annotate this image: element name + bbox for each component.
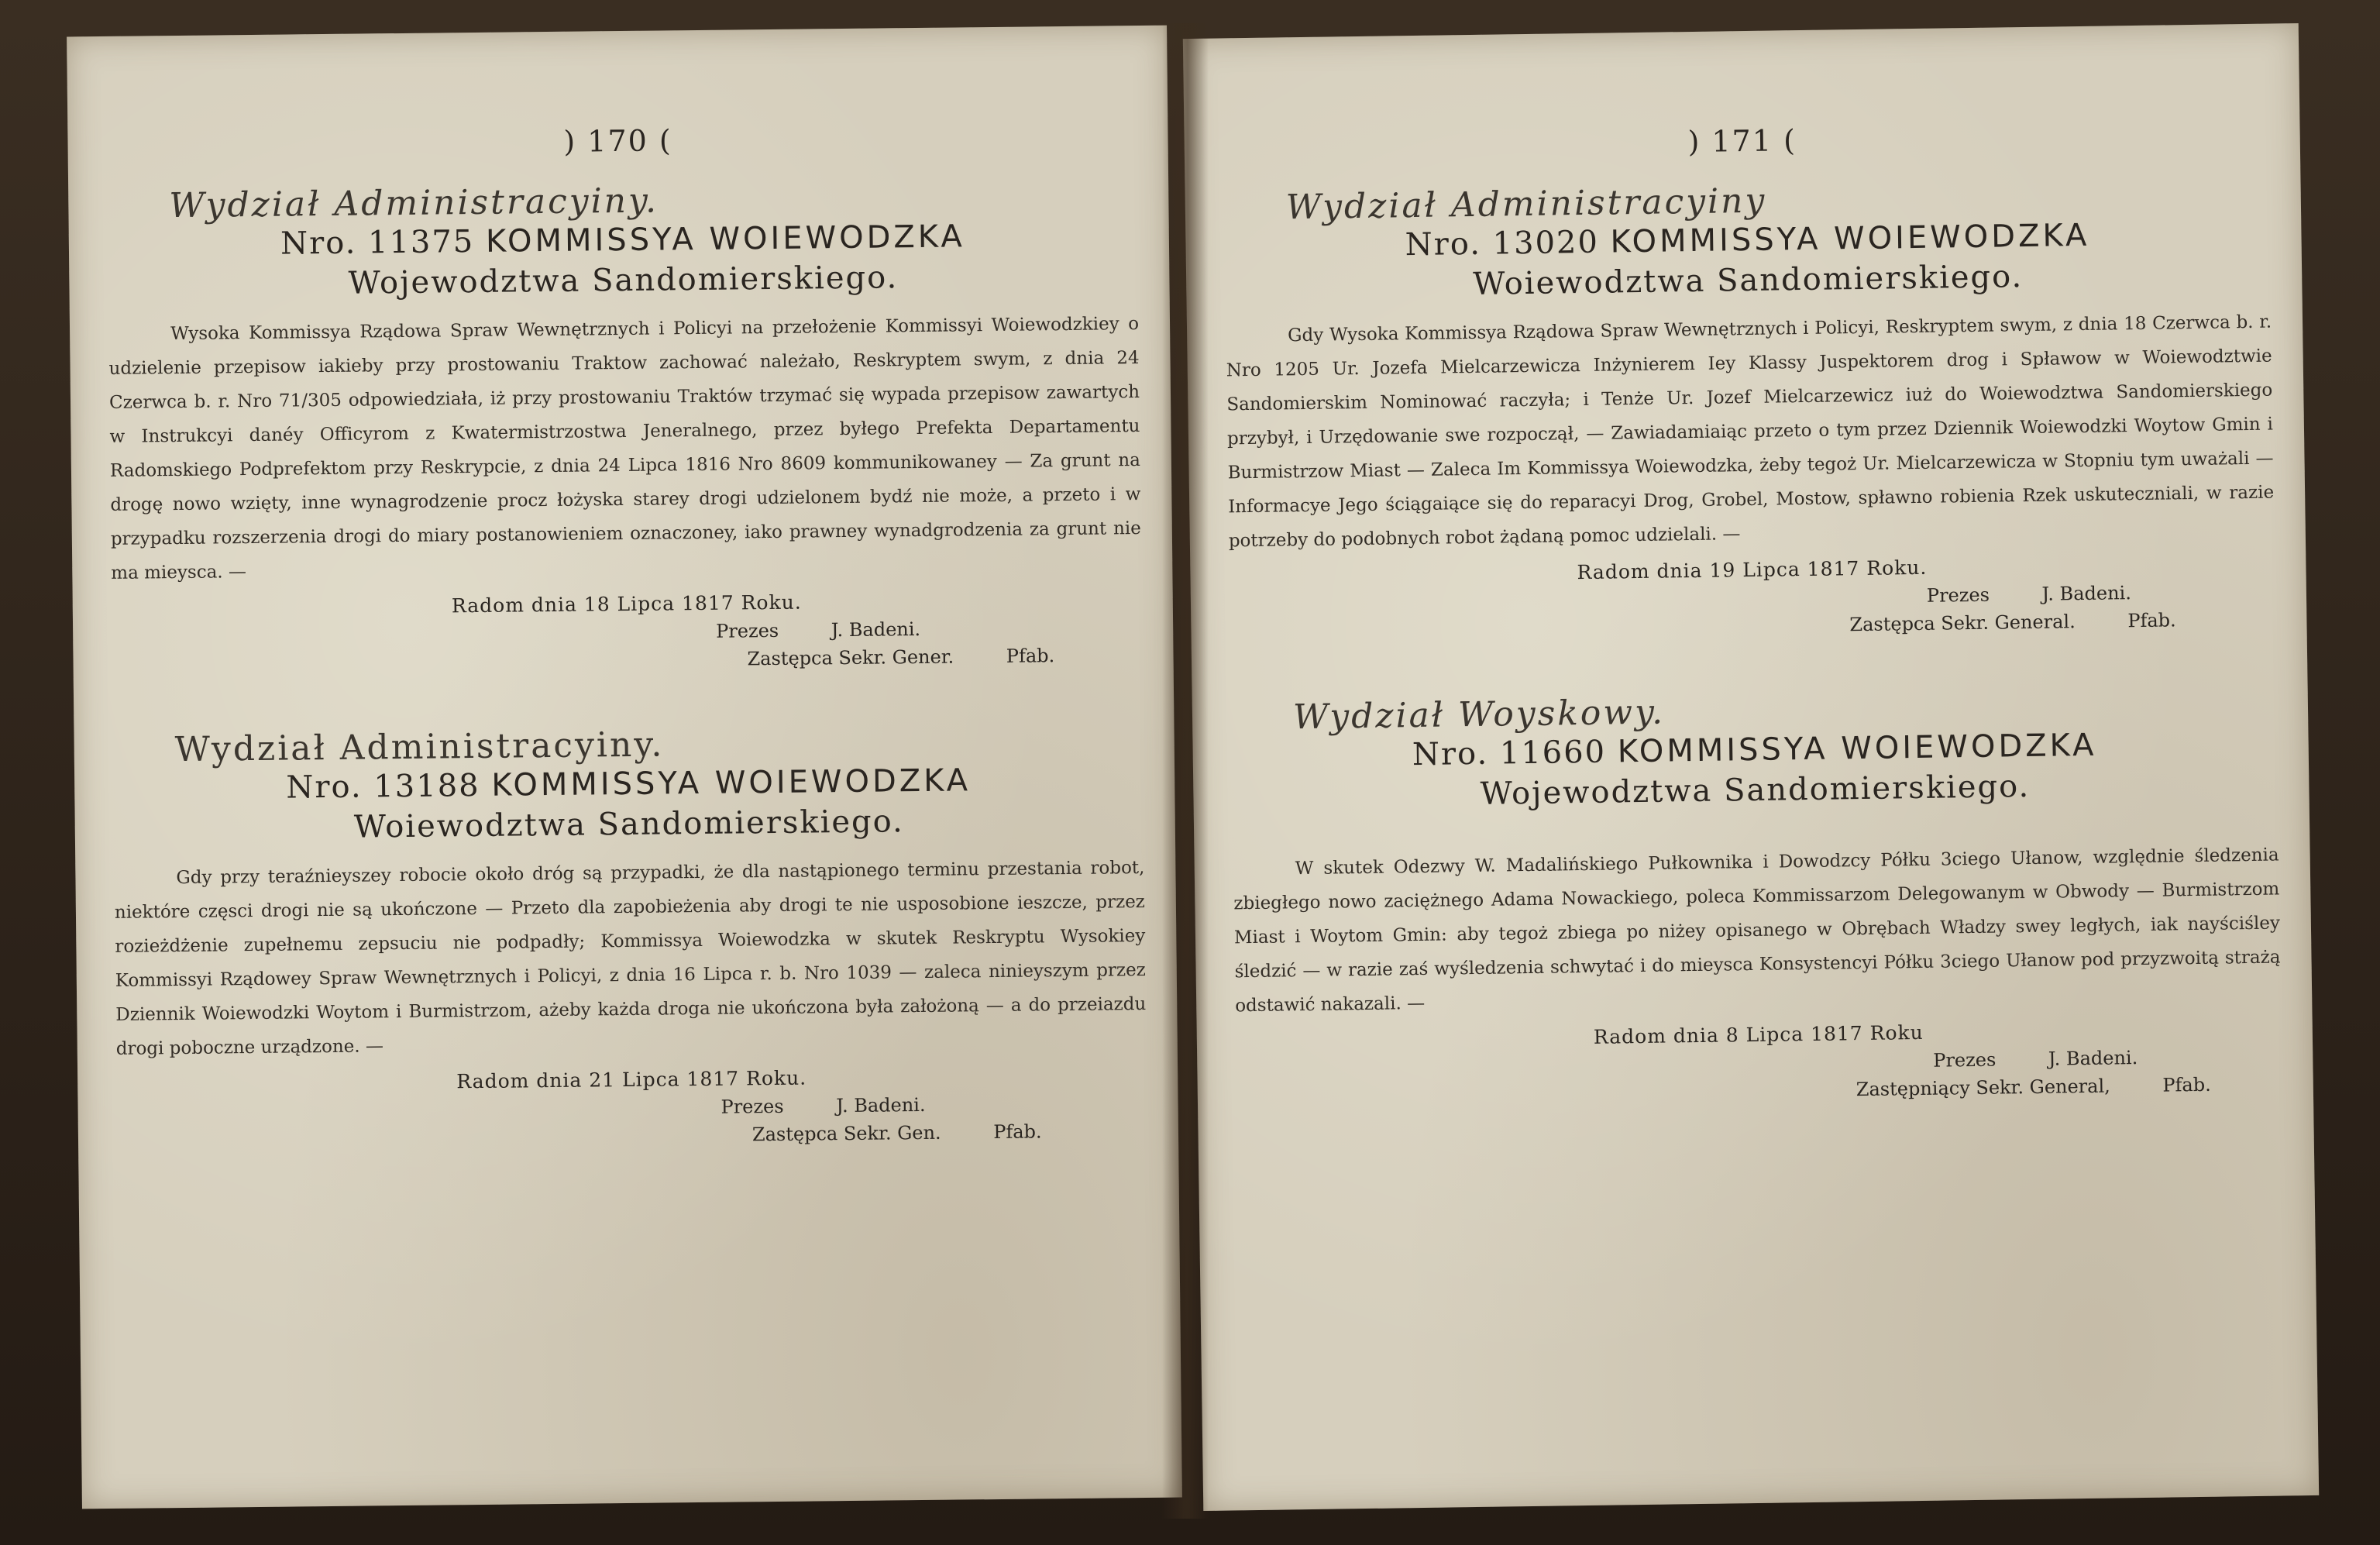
authority-name: KOMMISSYA WOIEWODZKA	[1610, 217, 2090, 260]
secretary-signature	[1856, 1072, 2282, 1100]
notice-body: Wysoka Kommissya Rządowa Spraw Wewnętrznych i Policyi na przełożenie Kommissyi Woiewodzkiey o udzielenie przepisow iakieby przy prostowaniu Traktow zachować należało, Reskryptem swym, z dnia 24 Czerwca b. r. Nro 71/305 odpowiedziała, iż przy prostowaniu Traktów trzymać się wypada przepisow zawartych w Instrukcyi danéy Officyrom z Kwatermistrzostwa Jeneralnego, przez byłego Prefekta Departamentu Radomskiego Podprefektom przy Reskrypcie, z dnia 24 Lipca 1816 Nro 8609 kommunikowaney — Za grunt na drogę nowo wzięty, inne wynagrodzenie procz łożyska starey drogi udzielonem bydź nie może, a przeto i w przypadku rozszerzenia drogi do miary postanowieniem oznaczoney, iako prawney wynadgrodzenia za grunt nie ma mieysca. —	[108, 314, 1141, 583]
secretary-label: Zastępca Sekr. Gen.	[751, 1121, 941, 1146]
region-name: Wojewodztwa Sandomierskiego.	[1480, 768, 2031, 812]
right-page	[1183, 23, 2319, 1511]
president-signature	[1933, 1044, 2282, 1071]
department-heading: Wydział Administracyiny	[1285, 181, 1767, 228]
secretary-name: Pfab.	[993, 1120, 1042, 1144]
notice	[74, 720, 1178, 1153]
authority-name: KOMMISSYA WOIEWODZKA	[485, 219, 965, 260]
notice-number: Nro. 11660	[1412, 734, 1607, 773]
notice	[1192, 683, 2313, 1110]
president-signature	[716, 616, 1142, 642]
notice-body: Gdy Wysoka Kommissya Rządowa Spraw Wewnętrznych i Policyi, Reskryptem swym, z dnia 18 Czerwca b. r. Nro 1205 Ur. Jozefa Mielcarzewicza Inżynierem Iey Klassy Juspektorem drog i Spławow w Woiewodztwie Sandomierskim Nominować raczyła; i Tenże Ur. Jozef Mielcarzewicz iuż do Woiewodztwa Sandomierskiego przybył, i Urzędowanie swe rozpoczął, — Zawiadamiaiąc przeto o tym przez Dziennik Woiewodzki Woytow Gmin i Burmistrzow Miast — Zaleca Im Kommissya Woiewodzka, żeby tegoż Ur. Mielcarzewicza w Stopniu tym uważali — Informacye Jego ściągaiące się do reparacyi Drog, Grobel, Mostow, spławno robienia Rzek uskuteczniali, w razie potrzeby do podobnych robot żądaną pomoc udzielali. —	[1226, 311, 2275, 552]
secretary-name: Pfab.	[1006, 645, 1055, 667]
secretary-name: Pfab.	[2127, 609, 2176, 632]
notice-date: Radom dnia 18 Lipca 1817 Roku.	[451, 590, 802, 618]
secretary-label: Zastępca Sekr. Gener.	[747, 645, 954, 670]
secretary-signature	[752, 1120, 1147, 1145]
president-label: Prezes	[1926, 583, 1990, 607]
page-number: ) 170 (	[563, 123, 672, 159]
notice	[68, 176, 1174, 677]
notice-date: Radom dnia 21 Lipca 1817 Roku.	[456, 1066, 807, 1093]
department-heading: Wydział Administracyiny.	[174, 724, 665, 770]
president-name: J. Badeni.	[836, 1093, 926, 1117]
president-name: J. Badeni.	[2048, 1047, 2138, 1070]
secretary-label: Zastępca Sekr. General.	[1849, 611, 2076, 636]
president-label: Prezes	[721, 1095, 784, 1118]
notice-number: Nro. 13020	[1405, 224, 1600, 263]
notice-body: Gdy przy teraźnieyszey robocie około dróg są przypadki, że dla nastąpionego terminu przestania robot, niektóre częsci drogi nie są ukończone — Przeto dla zapobieżenia aby drogi te nie usposobione ieszcze, przez rozieżdżenie zupełnemu zepsuciu nie podpadły; Kommissya Woiewodzka w skutek Reskryptu Wysokiey Kommissyi Rządowey Spraw Wewnętrznych i Policyi, z dnia 16 Lipca r. b. Nro 1039 — zaleca ninieyszym przez Dziennik Woiewodzki Woytom i Burmistrzom, ażeby każda droga nie ukończona była założoną — a do przeiazdu drogi poboczne urządzone. —	[114, 857, 1147, 1059]
department-heading: Wydział Administracyiny.	[169, 181, 659, 226]
secretary-label: Zastępniący Sekr. General,	[1856, 1075, 2110, 1101]
notice	[1185, 174, 2307, 645]
left-page	[67, 26, 1182, 1509]
region-name: Woiewodztwa Sandomierskiego.	[1472, 259, 2024, 302]
region-name: Woiewodztwa Sandomierskiego.	[353, 803, 904, 845]
authority-name: KOMMISSYA WOIEWODZKA	[1617, 727, 2097, 770]
president-signature	[721, 1092, 1147, 1118]
notice-date: Radom dnia 8 Lipca 1817 Roku	[1593, 1020, 1924, 1048]
notice-body: W skutek Odezwy W. Madalińskiego Pułkownika i Dowodzcy Półku 3ciego Ułanow, względnie śledzenia zbiegłego nowo zaciężnego Adama Nowackiego, poleca Kommissarzom Delegowanym w Obwody — Burmistrzom Miast i Woytom Gmin: aby tegoż zbiega po niżey opisanego w Obrębach Władzy swey ległych, iak nayściśley śledzić — w razie zaś wyśledzenia schwytać i do mieysca Konsystencyi Półku 3ciego Ułanow pod przyzwoitą strażą odstawić nakazali. —	[1233, 845, 2281, 1017]
region-name: Wojewodztwa Sandomierskiego.	[348, 260, 899, 301]
notice-number: Nro. 13188	[286, 767, 480, 806]
president-label: Prezes	[1933, 1048, 1997, 1072]
president-name: J. Badeni.	[2041, 582, 2132, 605]
president-name: J. Badeni.	[831, 618, 921, 642]
president-signature	[1927, 580, 2275, 607]
page-number: ) 171 (	[1687, 123, 1797, 160]
notice-number: Nro. 11375	[280, 223, 475, 262]
notice-date: Radom dnia 19 Lipca 1817 Roku.	[1577, 556, 1928, 584]
secretary-name: Pfab.	[2162, 1073, 2211, 1096]
authority-name: KOMMISSYA WOIEWODZKA	[491, 762, 972, 803]
department-heading: Wydział Woyskowy.	[1292, 692, 1666, 738]
president-label: Prezes	[716, 619, 779, 642]
